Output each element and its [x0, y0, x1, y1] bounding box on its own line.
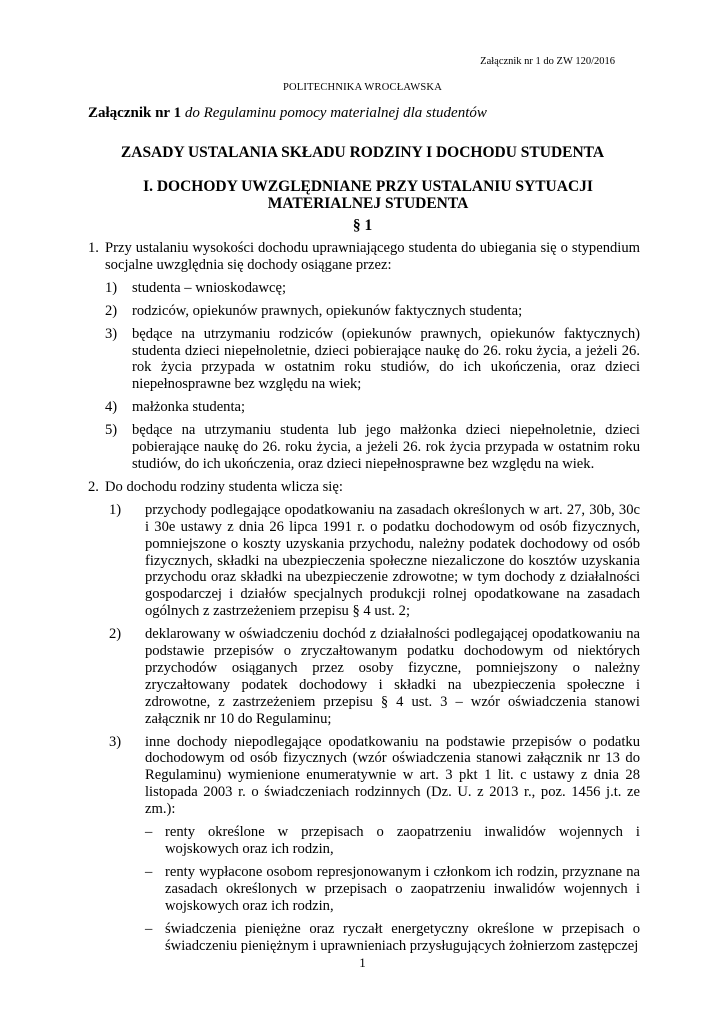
dash-text: świadczenia pieniężne oraz ryczałt energetyczny określone w przepisach o świadczeniu pieniężnym i uprawnieniach przysługujących żołnierzom zastępczej	[165, 920, 640, 954]
section-heading: I. DOCHODY UWZGLĘDNIANE PRZY USTALANIU SYTUACJI MATERIALNEJ STUDENTA	[143, 178, 593, 212]
dash-item	[145, 921, 640, 955]
dash-mark: –	[145, 824, 153, 841]
item-number: 1)	[105, 279, 118, 296]
dash-mark: –	[145, 863, 153, 880]
page-number: 1	[359, 955, 366, 970]
dash-item	[145, 864, 640, 915]
list-item	[105, 422, 640, 473]
point-text: Do dochodu rodziny studenta wlicza się:	[105, 478, 343, 495]
item-text: deklarowany w oświadczeniu dochód z działalności podlegającej opodatkowaniu na podstawie przepisów o zryczałtowanym podatku dochodowym od niektórych przychodów osiąganych przez osoby fizyczne, pomniejszony o należny zryczałtowany podatek dochodowy i składki na ubezpieczenia społeczne i zdrowotne, z zastrzeżeniem przepisu § 4 ust. 3 – wzór oświadczenia stanowi załącznik nr 10 do Regulaminu;	[145, 626, 640, 727]
list-item	[105, 326, 640, 394]
dash-text: renty wypłacone osobom represjonowanym i członkom ich rodzin, przyznane na zasadach określonych w przepisach o zaopatrzeniu inwalidów wojennych i wojskowych oraz ich rodzin,	[165, 863, 640, 914]
dash-item	[145, 824, 640, 858]
attachment-label: Załącznik nr 1	[88, 105, 182, 121]
document-body	[88, 240, 640, 960]
list-item	[109, 734, 640, 819]
list-item	[109, 626, 640, 727]
paragraph-sign: § 1	[352, 217, 373, 234]
list-item	[109, 502, 640, 620]
point-2	[88, 479, 640, 496]
list-item	[105, 399, 640, 416]
point-number: 2.	[88, 478, 99, 495]
item-number: 2)	[109, 626, 122, 643]
item-number: 2)	[105, 302, 118, 319]
item-text: małżonka studenta;	[132, 399, 246, 416]
list-item	[105, 280, 640, 297]
dash-text: renty określone w przepisach o zaopatrzeniu inwalidów wojennych i wojskowych oraz ich rodzin,	[165, 824, 640, 857]
item-text: studenta – wnioskodawcę;	[132, 279, 287, 296]
document-reference: Załącznik nr 1 do ZW 120/2016	[480, 56, 615, 67]
item-text: inne dochody niepodlegające opodatkowaniu na podstawie przepisów o podatku dochodowym od osób fizycznych (wzór oświadczenia stanowi załącznik nr 13 do Regulaminu) wymienione enumeratywnie w art. 3 pkt 1 lit. c ustawy z dnia 28 listopada 2003 r. o świadczeniach rodzinnych (Dz. U. z 2013 r., poz. 1456 j.t. ze zm.):	[145, 733, 640, 818]
attachment-description: do Regulaminu pomocy materialnej dla studentów	[184, 105, 487, 121]
item-number: 4)	[105, 399, 118, 416]
list-item	[105, 303, 640, 320]
attachment-title	[88, 105, 487, 122]
item-number: 5)	[105, 422, 118, 439]
point-1	[88, 240, 640, 274]
item-text: rodziców, opiekunów prawnych, opiekunów faktycznych studenta;	[132, 302, 523, 319]
item-number: 3)	[105, 325, 118, 342]
point-text: Przy ustalaniu wysokości dochodu uprawniającego studenta do ubiegania się o stypendium socjalne uwzględnia się dochody osiągane przez:	[105, 240, 640, 273]
item-text: będące na utrzymaniu rodziców (opiekunów prawnych, opiekunów faktycznych) studenta dzieci niepełnoletnie, dzieci pobierające naukę do 26. roku życia, a jeżeli 26. rok życia przypada w ostatnim roku studiów, do ich ukończenia, oraz dzieci niepełnosprawne bez względu na wiek;	[132, 325, 640, 393]
institution-name: POLITECHNIKA WROCŁAWSKA	[282, 82, 443, 93]
point-number: 1.	[88, 240, 99, 256]
item-text: przychody podlegające opodatkowaniu na zasadach określonych w art. 27, 30b, 30c i 30e ustawy z dnia 26 lipca 1991 r. o podatku dochodowym od osób fizycznych, pomniejszone o koszty uzyskania przychodu, należny podatek dochodowy od osób fizycznych, składki na ubezpieczenia społeczne niezaliczone do kosztów uzyskania przychodu oraz składki na ubezpieczenie zdrowotne; w tym dochody z działalności gospodarczej i działów specjalnych produkcji rolnej opodatkowane na zasadach ogólnych z zastrzeżeniem przepisu § 4 ust. 2;	[145, 501, 640, 620]
item-text: będące na utrzymaniu studenta lub jego małżonka dzieci niepełnoletnie, dzieci pobierające naukę do 26. roku życia, a jeżeli 26. rok życia przypada w ostatnim roku studiów, do ich ukończenia, oraz dzieci niepełnosprawne bez względu na wiek.	[132, 422, 640, 472]
document-title: ZASADY USTALANIA SKŁADU RODZINY I DOCHODU STUDENTA	[120, 144, 605, 161]
dash-mark: –	[145, 920, 153, 937]
item-number: 1)	[109, 501, 122, 518]
item-number: 3)	[109, 733, 122, 750]
